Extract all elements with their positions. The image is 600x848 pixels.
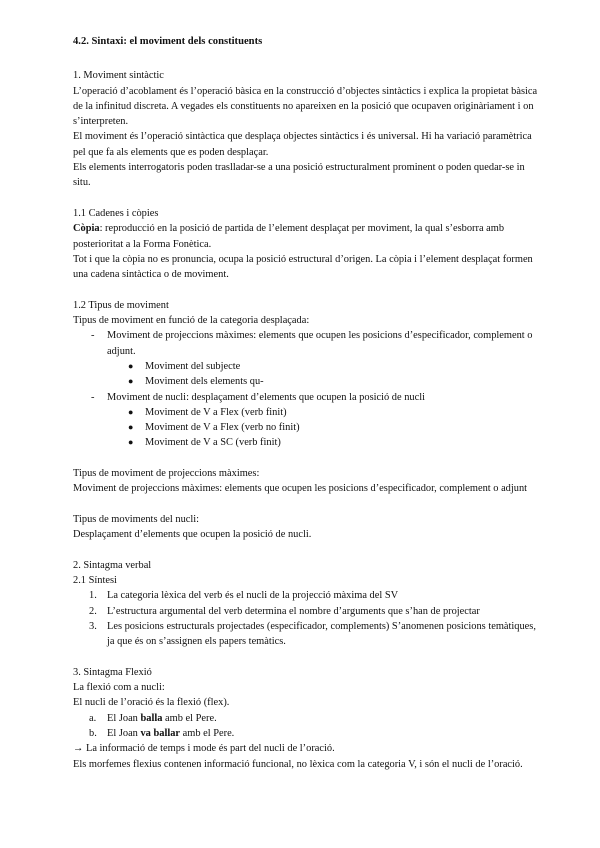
dash-marker: -	[91, 330, 95, 342]
list-item	[73, 374, 543, 389]
bullet-icon: ●	[128, 422, 134, 433]
paragraph: L’operació d’acoblament és l’operació bàsica en la construcció d’objectes sintàctics i explica la propietat bàsica de la infinitud discreta. A vegades els constituents no apareixen en la posició que ocupaven originàriament i on s’interpreten.	[73, 85, 538, 128]
paragraph: Desplaçament d’elements que ocupen la posició de nucli.	[73, 529, 312, 541]
paragraph: El moviment és l’operació sintàctica que desplaça objectes sintàctics i és universal. Hi ha variació paramètrica pel que fa als elements que es poden desplaçar.	[73, 131, 532, 158]
list-item	[73, 604, 543, 619]
paragraph: La flexió com a nucli:	[73, 682, 165, 694]
section-heading: 1.2 Tipus de moviment	[73, 299, 169, 311]
bullet-icon: ●	[128, 406, 134, 417]
list-item-text: Moviment del subjecte	[145, 360, 241, 372]
section-heading: 1.1 Cadenes i còpies	[73, 207, 159, 219]
example-verb: balla	[140, 712, 163, 724]
example-text: El Joan	[107, 712, 141, 724]
example-item	[73, 726, 543, 741]
subsection-heading: 2.1 Síntesi	[73, 575, 117, 587]
list-item-text: La categoria lèxica del verb és el nucli de la projecció màxima del SV	[107, 590, 399, 602]
paragraph: Els elements interrogatoris poden traslladar-se a una posició estructuralment prominent o poden quedar-se in situ.	[73, 162, 525, 189]
list-item-text: Moviment dels elements qu-	[145, 376, 264, 388]
section-heading: 2. Sintagma verbal	[73, 559, 152, 571]
list-item-text: L’estructura argumental del verb determina el nombre d’arguments que s’han de projectar	[107, 605, 480, 617]
page-title: 4.2. Sintaxi: el moviment dels constituents	[73, 36, 263, 47]
bullet-icon: ●	[128, 437, 134, 448]
definition: : reproducció en la posició de partida de l’element desplaçat per moviment, la qual s’esborra amb posterioritat a la Forma Fonètica.	[73, 223, 505, 250]
list-number: 3.	[89, 620, 97, 632]
list-item	[73, 405, 543, 420]
bullet-icon: ●	[128, 360, 134, 371]
example-text: amb el Pere.	[162, 712, 217, 724]
section-heading: 1. Moviment sintàctic	[73, 70, 164, 82]
list-letter: a.	[89, 712, 97, 724]
section-heading: 3. Sintagma Flexió	[73, 666, 152, 678]
list-item	[73, 435, 543, 450]
list-item	[73, 588, 543, 603]
paragraph	[73, 221, 543, 252]
paragraph: Els morfemes flexius contenen informació funcional, no lèxica com la categoria V, i són el nucli de l’oració.	[73, 758, 523, 770]
dash-marker: -	[91, 391, 95, 403]
list-number: 2.	[89, 605, 97, 617]
example-verb: va ballar	[140, 728, 181, 740]
list-item-text: Moviment de V a SC (verb finit)	[145, 437, 281, 449]
list-number: 1.	[89, 590, 97, 602]
bullet-icon: ●	[128, 376, 134, 387]
list-item-text: Moviment de nucli: desplaçament d’elements que ocupen la posició de nucli	[107, 391, 425, 403]
list-item	[73, 328, 543, 359]
paragraph: Tipus de moviment de projeccions màximes:	[73, 468, 260, 480]
list-item-text: Moviment de V a Flex (verb finit)	[145, 406, 287, 418]
list-item	[73, 390, 543, 405]
paragraph: Tot i que la còpia no es pronuncia, ocupa la posició estructural d’origen. La còpia i l’element desplaçat formen una cadena sintàctica o de moviment.	[73, 253, 533, 281]
term: Còpia	[73, 223, 100, 235]
example-text: amb el Pere.	[180, 728, 235, 740]
list-item	[73, 359, 543, 374]
paragraph: → La informació de temps i mode és part del nucli de l’oració.	[73, 743, 335, 755]
list-item-text: Moviment de projeccions màximes: elements que ocupen les posicions d’especificador, complement o adjunt.	[107, 330, 533, 357]
paragraph: El nucli de l’oració és la flexió (flex).	[73, 697, 230, 709]
paragraph: Tipus de moviment en funció de la categoria desplaçada:	[73, 315, 310, 327]
document-page	[73, 34, 543, 772]
list-letter: b.	[89, 728, 97, 740]
example-item	[73, 711, 543, 726]
example-text: El Joan	[107, 728, 141, 740]
paragraph: Moviment de projeccions màximes: elements que ocupen les posicions d’especificador, complement o adjunt	[73, 483, 528, 495]
list-item-text: Moviment de V a Flex (verb no finit)	[145, 422, 300, 434]
list-item-text: Les posicions estructurals projectades (especificador, complements) S’anomenen posicions temàtiques, ja que és on s’assignen els papers temàtics.	[107, 620, 536, 648]
list-item	[73, 420, 543, 435]
paragraph: Tipus de moviments del nucli:	[73, 513, 200, 525]
list-item	[73, 619, 543, 650]
